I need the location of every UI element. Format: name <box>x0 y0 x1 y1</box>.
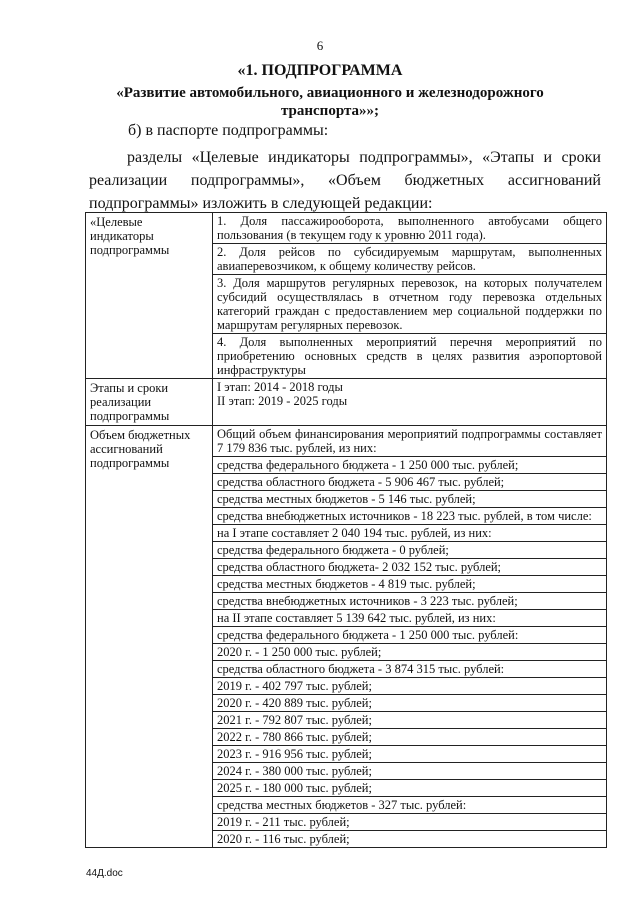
value-line: средства внебюджетных источников - 18 223 тыс. рублей, в том числе: <box>213 507 606 524</box>
intro-paragraph <box>89 146 601 215</box>
value-line: средства областного бюджета - 3 874 315 тыс. рублей: <box>213 660 606 677</box>
value-line: 2019 г. - 402 797 тыс. рублей; <box>213 677 606 694</box>
footer-filename: 44Д.doc <box>86 868 123 879</box>
value-line: 2020 г. - 420 889 тыс. рублей; <box>213 694 606 711</box>
value-line: 2024 г. - 380 000 тыс. рублей; <box>213 762 606 779</box>
value-line: 4. Доля выполненных мероприятий перечня мероприятий по приобретению основных средств в целях развития аэропортовой инфраструктуры <box>213 333 606 378</box>
value-line: 2025 г. - 180 000 тыс. рублей; <box>213 779 606 796</box>
row-value <box>213 213 607 379</box>
row-value <box>213 426 607 848</box>
row-label: Объем бюджетных ассигнований подпрограммы <box>86 426 213 848</box>
value-line: 2. Доля рейсов по субсидируемым маршрутам, выполненных авиаперевозчиком, к общему количеству рейсов. <box>213 243 606 274</box>
value-line: Общий объем финансирования мероприятий подпрограммы составляет 7 179 836 тыс. рублей, из них: <box>217 427 602 455</box>
value-line: средства федерального бюджета - 0 рублей; <box>213 541 606 558</box>
section-heading: «1. ПОДПРОГРАММА <box>237 62 403 79</box>
intro-text-line: разделы «Целевые индикаторы подпрограммы», «Этапы и сроки <box>127 149 601 166</box>
table-row <box>86 379 607 426</box>
value-line: средства местных бюджетов - 5 146 тыс. рублей; <box>213 490 606 507</box>
value-line: на II этапе составляет 5 139 642 тыс. рублей, из них: <box>213 609 606 626</box>
value-line: I этап: 2014 - 2018 годы II этап: 2019 - 2025 годы <box>217 380 348 408</box>
value-line: 2020 г. - 116 тыс. рублей; <box>213 830 606 847</box>
row-label: Этапы и сроки реализации подпрограммы <box>86 379 213 426</box>
value-line: средства внебюджетных источников - 3 223 тыс. рублей; <box>213 592 606 609</box>
table-row <box>86 426 607 848</box>
value-line: 3. Доля маршрутов регулярных перевозок, на которых получателем субсидий осуществлялась в отчетном году перевозка отдельных категорий граждан с предоставлением мер социальной поддержки по маршрутам регулярных перевозок. <box>213 274 606 333</box>
value-line: средства федерального бюджета - 1 250 000 тыс. рублей: <box>213 626 606 643</box>
passport-table <box>85 212 607 848</box>
value-line: средства федерального бюджета - 1 250 000 тыс. рублей; <box>213 456 606 473</box>
page-number: 6 <box>316 38 324 53</box>
value-line: средства областного бюджета- 2 032 152 тыс. рублей; <box>213 558 606 575</box>
row-value <box>213 379 607 426</box>
row-label: «Целевые индикаторы подпрограммы <box>86 213 213 379</box>
value-line: 2020 г. - 1 250 000 тыс. рублей; <box>213 643 606 660</box>
intro-text-line: подпрограммы» изложить в следующей редакции: <box>89 195 433 212</box>
value-line: 2021 г. - 792 807 тыс. рублей; <box>213 711 606 728</box>
value-line: на I этапе составляет 2 040 194 тыс. рублей, из них: <box>213 524 606 541</box>
value-line: средства местных бюджетов - 327 тыс. рублей: <box>213 796 606 813</box>
value-line: 1. Доля пассажирооборота, выполненного автобусами общего пользования (в текущем году к уровню 2011 года). <box>217 214 602 242</box>
value-line: 2023 г. - 916 956 тыс. рублей; <box>213 745 606 762</box>
intro-line: б) в паспорте подпрограммы: <box>128 122 329 139</box>
intro-text-line: реализации подпрограммы», «Объем бюджетных ассигнований <box>89 172 601 189</box>
value-line: средства местных бюджетов - 4 819 тыс. рублей; <box>213 575 606 592</box>
value-line: 2019 г. - 211 тыс. рублей; <box>213 813 606 830</box>
value-line: 2022 г. - 780 866 тыс. рублей; <box>213 728 606 745</box>
subprogram-title: «Развитие автомобильного, авиационного и железнодорожного транспорта»»; <box>116 85 544 119</box>
table-row <box>86 213 607 379</box>
value-line: средства областного бюджета - 5 906 467 тыс. рублей; <box>213 473 606 490</box>
